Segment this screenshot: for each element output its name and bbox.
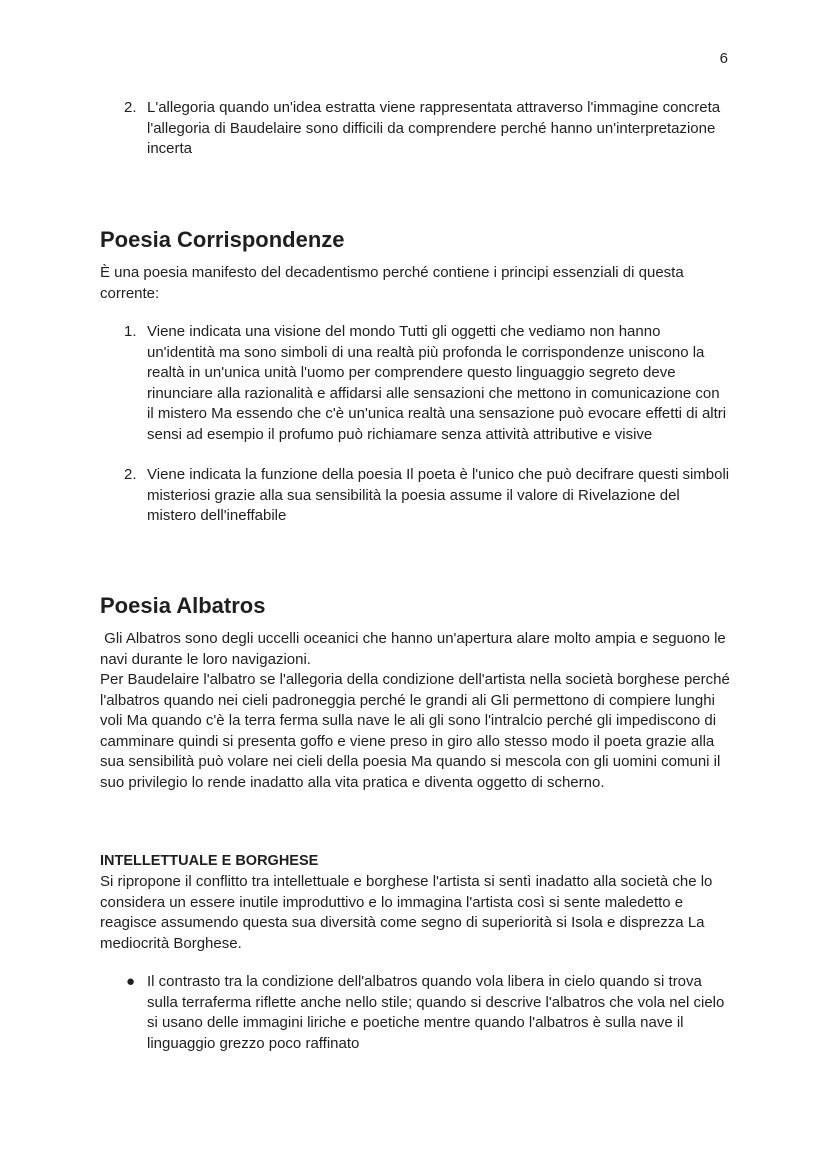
- list-item-text: Viene indicata la funzione della poesia Il poeta è l'unico che può decifrare questi simboli misteriosi grazie alla sua sensibilità la poesia assume il valore di Rivelazione del mistero dell'ineffabile: [147, 466, 730, 524]
- list-item: [100, 322, 730, 445]
- section-heading-albatros: Poesia Albatros: [100, 593, 266, 618]
- section-heading-intellettuale-borghese: INTELLETTUALE E BORGHESE: [100, 853, 319, 869]
- list-item: [100, 972, 730, 1054]
- albatros-paragraph: Gli Albatros sono degli uccelli oceanici che hanno un'apertura alare molto ampia e seguono le navi durante le loro navigazioni. Per Baudelaire l'albatro se l'allegoria della condizione dell'artista nella società borghese perché l'albatros quando nei cieli padroneggia perché le grandi ali Gli permettono di compiere lunghi voli Ma quando c'è la terra ferma sulla nave le ali gli sono l'intralcio perché gli impediscono di camminare quindi si presenta goffo e viene preso in giro allo stesso modo il poeta grazie alla sua sensibilità può volare nei cieli della poesia Ma quando si mescola con gli uomini comuni il suo privilegio lo rende inadatto alla vita pratica e diventa oggetto di scherno.: [100, 630, 730, 791]
- list-marker: 2.: [124, 99, 137, 116]
- bullet-icon: ●: [126, 973, 136, 990]
- list-marker: 1.: [124, 323, 137, 340]
- intro-numbered-list: [100, 98, 730, 160]
- intellettuale-bullet-list: [100, 972, 730, 1054]
- list-marker: 2.: [124, 466, 137, 483]
- section-heading-corrispondenze: Poesia Corrispondenze: [100, 227, 345, 252]
- corrispondenze-numbered-list: [100, 322, 730, 527]
- list-item: [100, 465, 730, 527]
- list-item-text: Viene indicata una visione del mondo Tutti gli oggetti che vediamo non hanno un'identità ma sono simboli di una realtà più profonda le corrispondenze uniscono la realtà in un'unica unità l'uomo per comprendere questo linguaggio segreto deve rinunciare alla razionalità e affidarsi alle sensazioni che mettono in comunicazione con il mistero Ma essendo che c'è un'unica realtà una sensazione può evocare effetti di altri sensi ad esempio il profumo può richiamare senza attività attributive e visive: [147, 323, 727, 443]
- list-item-text: Il contrasto tra la condizione dell'albatros quando vola libera in cielo quando si trova sulla terraferma riflette anche nello stile; quando si descrive l'albatros che vola nel cielo si usano delle immagini liriche e poetiche mentre quando l'albatros è sulla nave il linguaggio grezzo poco raffinato: [147, 973, 725, 1052]
- corrispondenze-intro: È una poesia manifesto del decadentismo perché contiene i principi essenziali di questa corrente:: [100, 264, 684, 302]
- list-item-text: L'allegoria quando un'idea estratta viene rappresentata attraverso l'immagine concreta l'allegoria di Baudelaire sono difficili da comprendere perché hanno un'interpretazione incerta: [147, 99, 721, 157]
- list-item: [100, 98, 730, 160]
- intellettuale-paragraph: Si ripropone il conflitto tra intellettuale e borghese l'artista si sentì inadatto alla società che lo considera un essere inutile improduttivo e lo immagina l'artista così si sente maledetto e reagisce assumendo questa sua diversità come segno di superiorità si Isola e disprezza La mediocrità Borghese.: [100, 873, 713, 952]
- page-number: 6: [719, 50, 728, 67]
